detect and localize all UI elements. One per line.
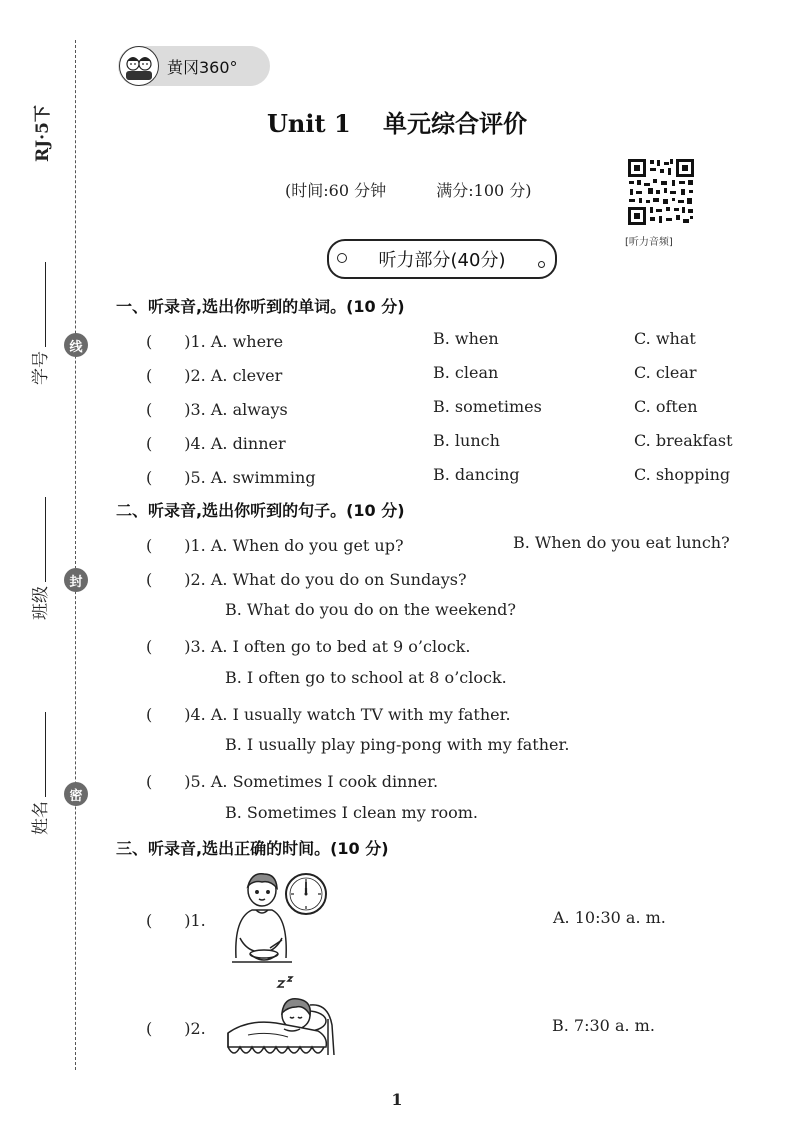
seal-secret: 密 bbox=[64, 782, 88, 806]
banner-label: 听力部分(40分) bbox=[378, 250, 506, 271]
part1-q3-c: C. often bbox=[634, 397, 698, 416]
name-label: 姓名 bbox=[31, 801, 51, 835]
part1-q5-c: C. shopping bbox=[634, 465, 731, 484]
part3-q2[interactable]: ( )2. bbox=[146, 1019, 206, 1038]
banner-left-dot-icon bbox=[337, 253, 347, 263]
part2-q1-a[interactable]: ( )1. A. When do you get up? bbox=[146, 536, 404, 555]
binding-dashed-line bbox=[75, 40, 76, 1070]
part1-q1-a[interactable]: ( )1. A. where bbox=[146, 332, 284, 351]
name-line bbox=[31, 712, 46, 797]
page-number: 1 bbox=[391, 1090, 403, 1109]
seal-line: 线 bbox=[64, 333, 88, 357]
part2-q1-b: B. When do you eat lunch? bbox=[513, 533, 730, 552]
class-line bbox=[31, 497, 46, 582]
part1-q2-a[interactable]: ( )2. A. clever bbox=[146, 366, 283, 385]
page-title bbox=[0, 104, 794, 139]
sleeping-child-illustration bbox=[218, 975, 348, 1074]
part1-heading: 一、听录音,选出你听到的单词。(10 分) bbox=[116, 297, 405, 316]
part1-q2-c: C. clear bbox=[634, 363, 697, 382]
part2-q3-b: B. I often go to school at 8 o’clock. bbox=[225, 668, 507, 687]
part3-q2-option: B. 7:30 a. m. bbox=[552, 1016, 655, 1035]
part2-q5-a[interactable]: ( )5. A. Sometimes I cook dinner. bbox=[146, 772, 439, 791]
exam-score: 满分:100 分) bbox=[436, 181, 532, 200]
part2-q4-b: B. I usually play ping-pong with my father. bbox=[225, 735, 570, 754]
brand-badge bbox=[118, 46, 270, 86]
edition-label: RJ·5下 bbox=[33, 105, 53, 162]
part2-q2-b: B. What do you do on the weekend? bbox=[225, 600, 516, 619]
seal-seal: 封 bbox=[64, 568, 88, 592]
part1-q5-a[interactable]: ( )5. A. swimming bbox=[146, 468, 316, 487]
exam-info bbox=[285, 178, 532, 201]
part1-q4-b: B. lunch bbox=[433, 431, 500, 450]
part2-q3-a[interactable]: ( )3. A. I often go to bed at 9 o’clock. bbox=[146, 637, 471, 656]
banner-right-dot-icon bbox=[538, 261, 545, 268]
part1-q4-c: C. breakfast bbox=[634, 431, 733, 450]
part2-q5-b: B. Sometimes I clean my room. bbox=[225, 803, 478, 822]
part1-q2-b: B. clean bbox=[433, 363, 499, 382]
part1-q5-b: B. dancing bbox=[433, 465, 520, 484]
part3-heading: 三、听录音,选出正确的时间。(10 分) bbox=[116, 839, 389, 858]
student-number-field[interactable] bbox=[26, 262, 51, 385]
part1-q3-a[interactable]: ( )3. A. always bbox=[146, 400, 288, 419]
part1-q4-a[interactable]: ( )4. A. dinner bbox=[146, 434, 286, 453]
brand-logo-icon bbox=[119, 46, 159, 86]
part3-q1[interactable]: ( )1. bbox=[146, 911, 206, 930]
clock-icon bbox=[286, 874, 326, 914]
brand-name: 黄冈360° bbox=[167, 57, 238, 77]
part2-q4-a[interactable]: ( )4. A. I usually watch TV with my father. bbox=[146, 705, 511, 724]
unit-label: Unit 1 bbox=[267, 109, 351, 138]
listening-section-banner bbox=[327, 239, 557, 279]
class-field[interactable] bbox=[26, 497, 51, 620]
qr-caption: [听力音频] bbox=[625, 237, 673, 248]
student-number-line bbox=[31, 262, 46, 347]
exam-time: (时间:60 分钟 bbox=[285, 181, 387, 200]
part2-heading: 二、听录音,选出你听到的句子。(10 分) bbox=[116, 501, 405, 520]
student-number-label: 学号 bbox=[31, 351, 51, 385]
boy-eating-illustration bbox=[222, 868, 332, 972]
class-label: 班级 bbox=[31, 586, 51, 620]
part2-q2-a[interactable]: ( )2. A. What do you do on Sundays? bbox=[146, 570, 467, 589]
qr-code-icon[interactable] bbox=[626, 157, 696, 227]
part1-q1-b: B. when bbox=[433, 329, 499, 348]
name-field[interactable] bbox=[26, 712, 51, 835]
unit-name: 单元综合评价 bbox=[383, 109, 527, 138]
part1-q3-b: B. sometimes bbox=[433, 397, 542, 416]
part1-q1-c: C. what bbox=[634, 329, 696, 348]
part3-q1-option: A. 10:30 a. m. bbox=[553, 908, 666, 927]
